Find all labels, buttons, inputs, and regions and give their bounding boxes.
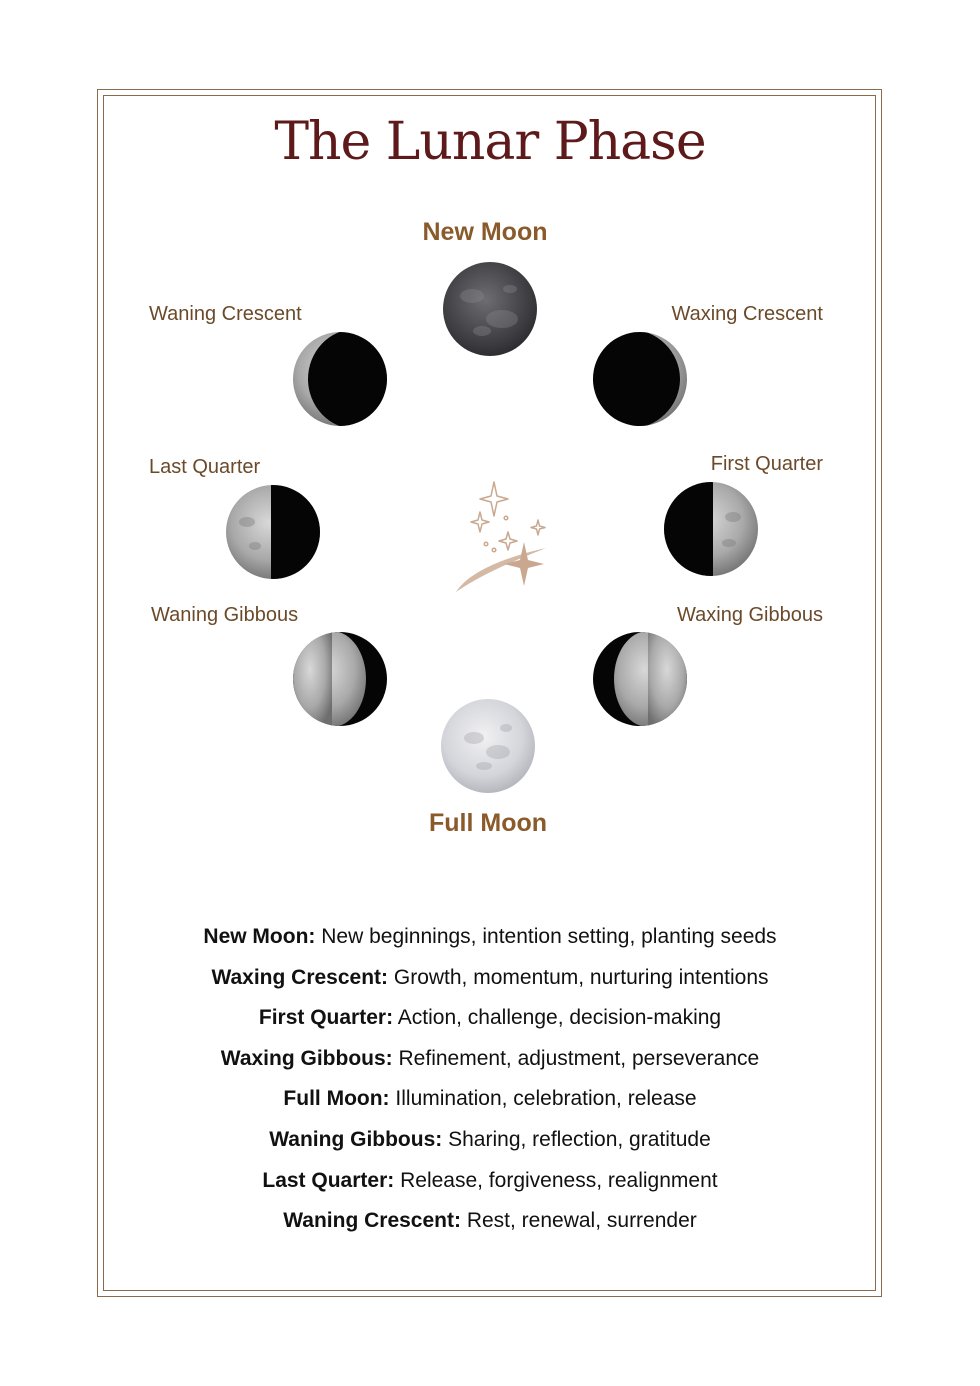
waning-crescent-image — [292, 331, 388, 427]
label-last-quarter: Last Quarter — [149, 456, 261, 478]
desc-waning-gibbous: Waning Gibbous: Sharing, reflection, gratitude — [269, 1127, 711, 1151]
first-quarter-image — [663, 481, 759, 577]
full-moon-image — [440, 698, 536, 794]
label-new-moon: New Moon — [422, 218, 548, 246]
sparkle-stars-icon — [450, 480, 554, 596]
desc-waxing-crescent: Waxing Crescent: Growth, momentum, nurturing intentions — [211, 965, 769, 989]
phase-descriptions — [0, 922, 980, 1247]
label-waning-gibbous: Waning Gibbous — [151, 604, 299, 626]
desc-last-quarter: Last Quarter: Release, forgiveness, realignment — [262, 1168, 718, 1192]
desc-waxing-gibbous: Waxing Gibbous: Refinement, adjustment, perseverance — [220, 1046, 760, 1070]
desc-new-moon: New Moon: New beginnings, intention setting, planting seeds — [203, 925, 777, 948]
last-quarter-image — [225, 484, 321, 580]
waxing-gibbous-image — [592, 631, 688, 727]
label-full-moon: Full Moon — [428, 809, 548, 837]
new-moon-image — [442, 261, 538, 357]
desc-full-moon: Full Moon: Illumination, celebration, release — [283, 1087, 697, 1111]
desc-waning-crescent: Waning Crescent: Rest, renewal, surrender — [283, 1209, 697, 1233]
waning-gibbous-image — [292, 631, 388, 727]
label-waxing-gibbous: Waxing Gibbous — [677, 604, 823, 626]
page-title: The Lunar Phase — [274, 112, 706, 172]
label-first-quarter: First Quarter — [710, 453, 823, 475]
label-waxing-crescent: Waxing Crescent — [671, 303, 823, 325]
desc-first-quarter: First Quarter: Action, challenge, decision-making — [258, 1006, 722, 1030]
waxing-crescent-image — [592, 331, 688, 427]
label-waning-crescent: Waning Crescent — [149, 303, 302, 325]
